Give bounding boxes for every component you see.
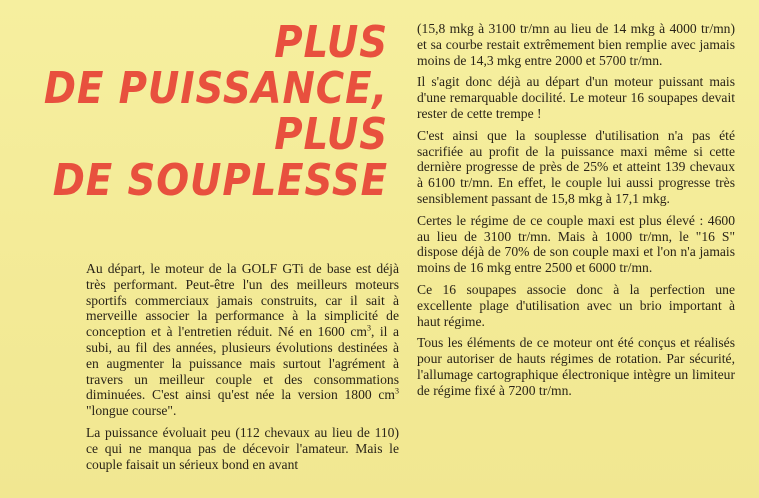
headline-line-1: PLUS — [274, 17, 388, 68]
right-paragraph-4: Certes le régime de ce couple maxi est plus élevé : 4600 au lieu de 3100 tr/mn. Mais à 1000 tr/mn, le "16 S" dispose déjà de 70% de son couple maxi et l'on n'a jamais moins de 16 mkg entre 2500 et 6000 tr/mn. — [417, 212, 735, 276]
headline-line-2: DE PUISSANCE, — [43, 63, 388, 114]
left-p1-text-b: , il a subi, au fil des années, plusieurs évolutions destinées à en augmenter la puissance mais surtout l'agrément à travers un meilleur couple et des consommations diminuées. C'est ainsi qu'est née la version 1800 cm — [86, 324, 399, 403]
right-paragraph-2: Il s'agit donc déjà au départ d'un moteur puissant mais d'une remarquable docilité. Le moteur 16 soupapes devait rester de cette trempe ! — [417, 74, 735, 121]
left-text-column — [86, 261, 399, 478]
right-paragraph-3: C'est ainsi que la souplesse d'utilisation n'a pas été sacrifiée au profit de la puissance maxi même si cette dernière progresse de près de 25% et atteint 139 chevaux à 6100 tr/mn. En effet, le couple lui aussi progresse très sensiblement passant de 15,8 mkg à 17,1 mkg. — [417, 127, 735, 206]
right-paragraph-1: (15,8 mkg à 3100 tr/mn au lieu de 14 mkg à 4000 tr/mn) et sa courbe restait extrêmement bien remplie avec jamais moins de 14,3 mkg entre 2000 et 5700 tr/mn. — [417, 21, 735, 68]
left-paragraph-1 — [86, 261, 399, 419]
superscript-3: 3 — [395, 386, 399, 396]
left-p1-text-c: "longue course". — [86, 403, 177, 419]
headline-line-4: DE SOUPLESSE — [52, 155, 388, 206]
superscript-3: 3 — [366, 323, 371, 333]
left-p1-text-a: Au départ, le moteur de la GOLF GTi de base est déjà très performant. Peut-être l'un des meilleurs moteurs sportifs commerciaux jamais construits, car il sait à merveille associer la performance à la simplicité de conception et à l'entretien réduit. Né en 1600 cm — [86, 261, 399, 340]
headline — [43, 17, 388, 206]
right-paragraph-5: Ce 16 soupapes associe donc à la perfection une excellente plage d'utilisation avec un brio important à haut régime. — [417, 281, 735, 329]
right-paragraph-6: Tous les éléments de ce moteur ont été conçus et réalisés pour autoriser de hauts régimes de rotation. Par sécurité, l'allumage cartographique électronique intègre un limiteur de régime fixé à 7200 tr/mn. — [417, 335, 735, 398]
headline-line-3: PLUS — [274, 109, 388, 160]
left-paragraph-2: La puissance évoluait peu (112 chevaux au lieu de 110) ce qui ne manqua pas de décevoir l'amateur. Mais le couple faisait un sérieux bond en avant — [86, 424, 399, 472]
right-text-column — [417, 21, 735, 405]
